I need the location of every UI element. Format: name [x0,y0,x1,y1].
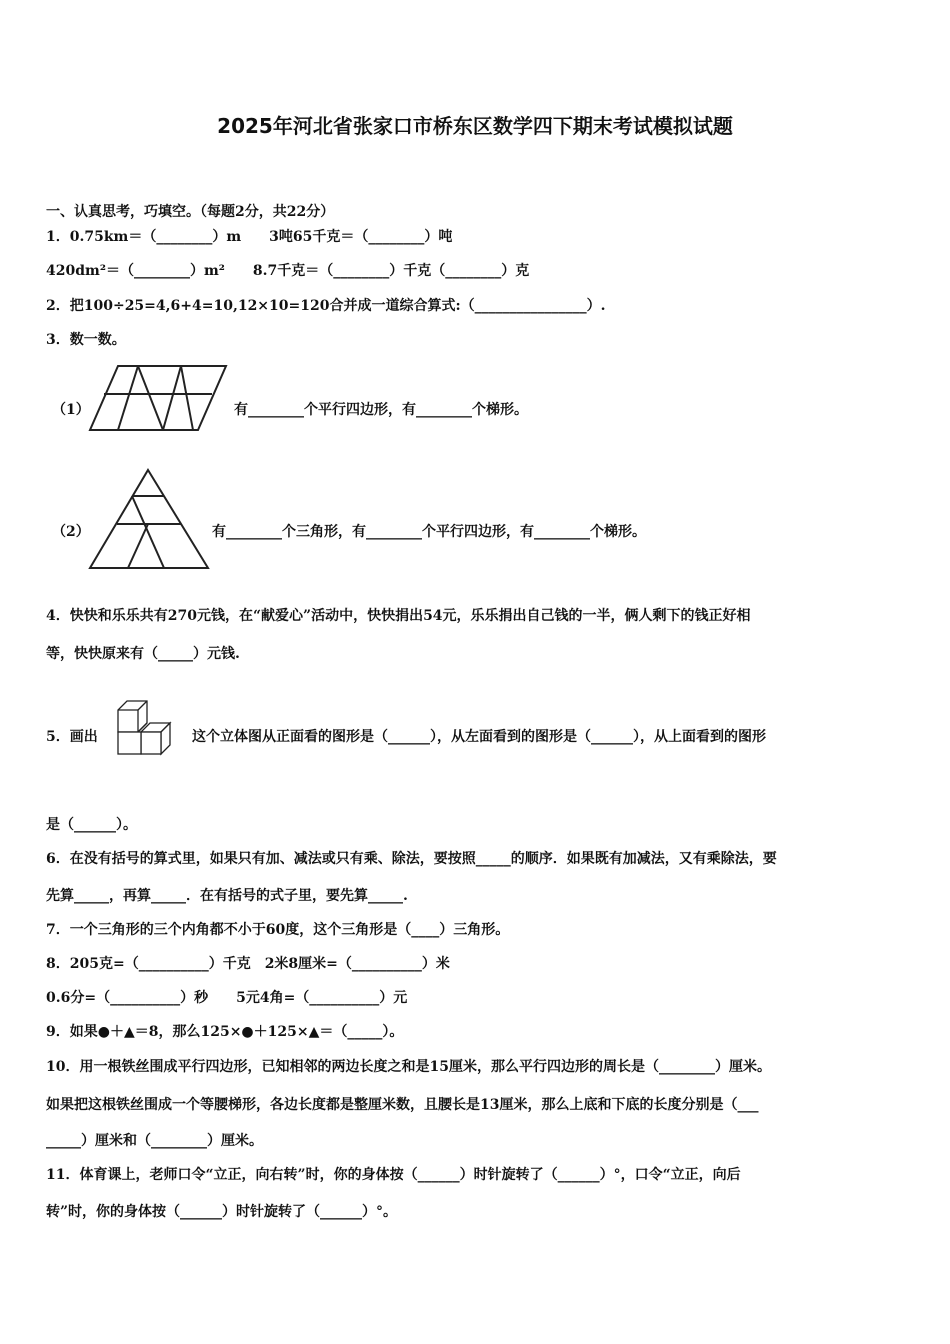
q3-part2-label: （2） [52,524,90,540]
q10-line3: _____）厘米和（________）厘米。 [46,1133,263,1149]
q3-part1-label: （1） [52,402,90,418]
q7-text: 7．一个三角形的三个内角都不小于60度，这个三角形是（____）三角形。 [46,922,510,938]
q9-text: 9．如果●＋▲＝8，那么125×●＋125×▲＝（_____）。 [46,1024,404,1040]
page-title: 2025年河北省张家口市桥东区数学四下期末考试模拟试题 [217,114,733,138]
parallelogram-figure [88,364,228,434]
q3-part1-text: 有________个平行四边形，有________个梯形。 [234,402,528,418]
q11-line2: 转”时，你的身体按（______）时针旋转了（______）°。 [46,1204,398,1220]
q8-line2: 0.6分=（__________）秒 5元4角=（__________）元 [46,990,408,1006]
triangle-figure [88,468,210,570]
q1-line1: 1．0.75km＝（________）m 3吨65千克＝（________）吨 [46,229,453,245]
q2-text: 2．把100÷25=4,6+4=10,12×10=120合并成一道综合算式:（________________）. [46,298,606,314]
q8-line1: 8．205克=（__________）千克 2米8厘米=（__________）米 [46,956,450,972]
cube-stack-figure [114,690,178,758]
q5-prefix: 5．画出 [46,729,98,745]
q6-line1: 6．在没有括号的算式里，如果只有加、减法或只有乘、除法，要按照_____的顺序．如果既有加减法，又有乘除法，要 [46,851,777,867]
section-heading: 一、认真思考，巧填空。（每题2分，共22分） [46,204,335,220]
q4-line2: 等，快快原来有（_____）元钱. [46,646,240,662]
q1-line2: 420dm²＝（________）m² 8.7千克＝（________）千克（________）克 [46,263,530,279]
q5-text: 这个立体图从正面看的图形是（______），从左面看到的图形是（______），从上面看到的图形 [192,729,766,745]
q6-line2: 先算_____，再算_____．在有括号的式子里，要先算_____. [46,888,408,904]
q3-heading: 3．数一数。 [46,332,126,348]
q5-line2: 是（______）。 [46,817,137,833]
q11-line1: 11．体育课上，老师口令“立正，向右转”时，你的身体按（______）时针旋转了（______）°，口令“立正，向后 [46,1167,741,1183]
q10-line1: 10．用一根铁丝围成平行四边形，已知相邻的两边长度之和是15厘米，那么平行四边形的周长是（________）厘米。 [46,1059,771,1075]
q3-part2-text: 有________个三角形，有________个平行四边形，有________个梯形。 [212,524,646,540]
q4-line1: 4．快快和乐乐共有270元钱，在“献爱心”活动中，快快捐出54元，乐乐捐出自己钱的一半，俩人剩下的钱正好相 [46,608,751,624]
q10-line2: 如果把这根铁丝围成一个等腰梯形，各边长度都是整厘米数，且腰长是13厘米，那么上底和下底的长度分别是（___ [46,1097,759,1113]
